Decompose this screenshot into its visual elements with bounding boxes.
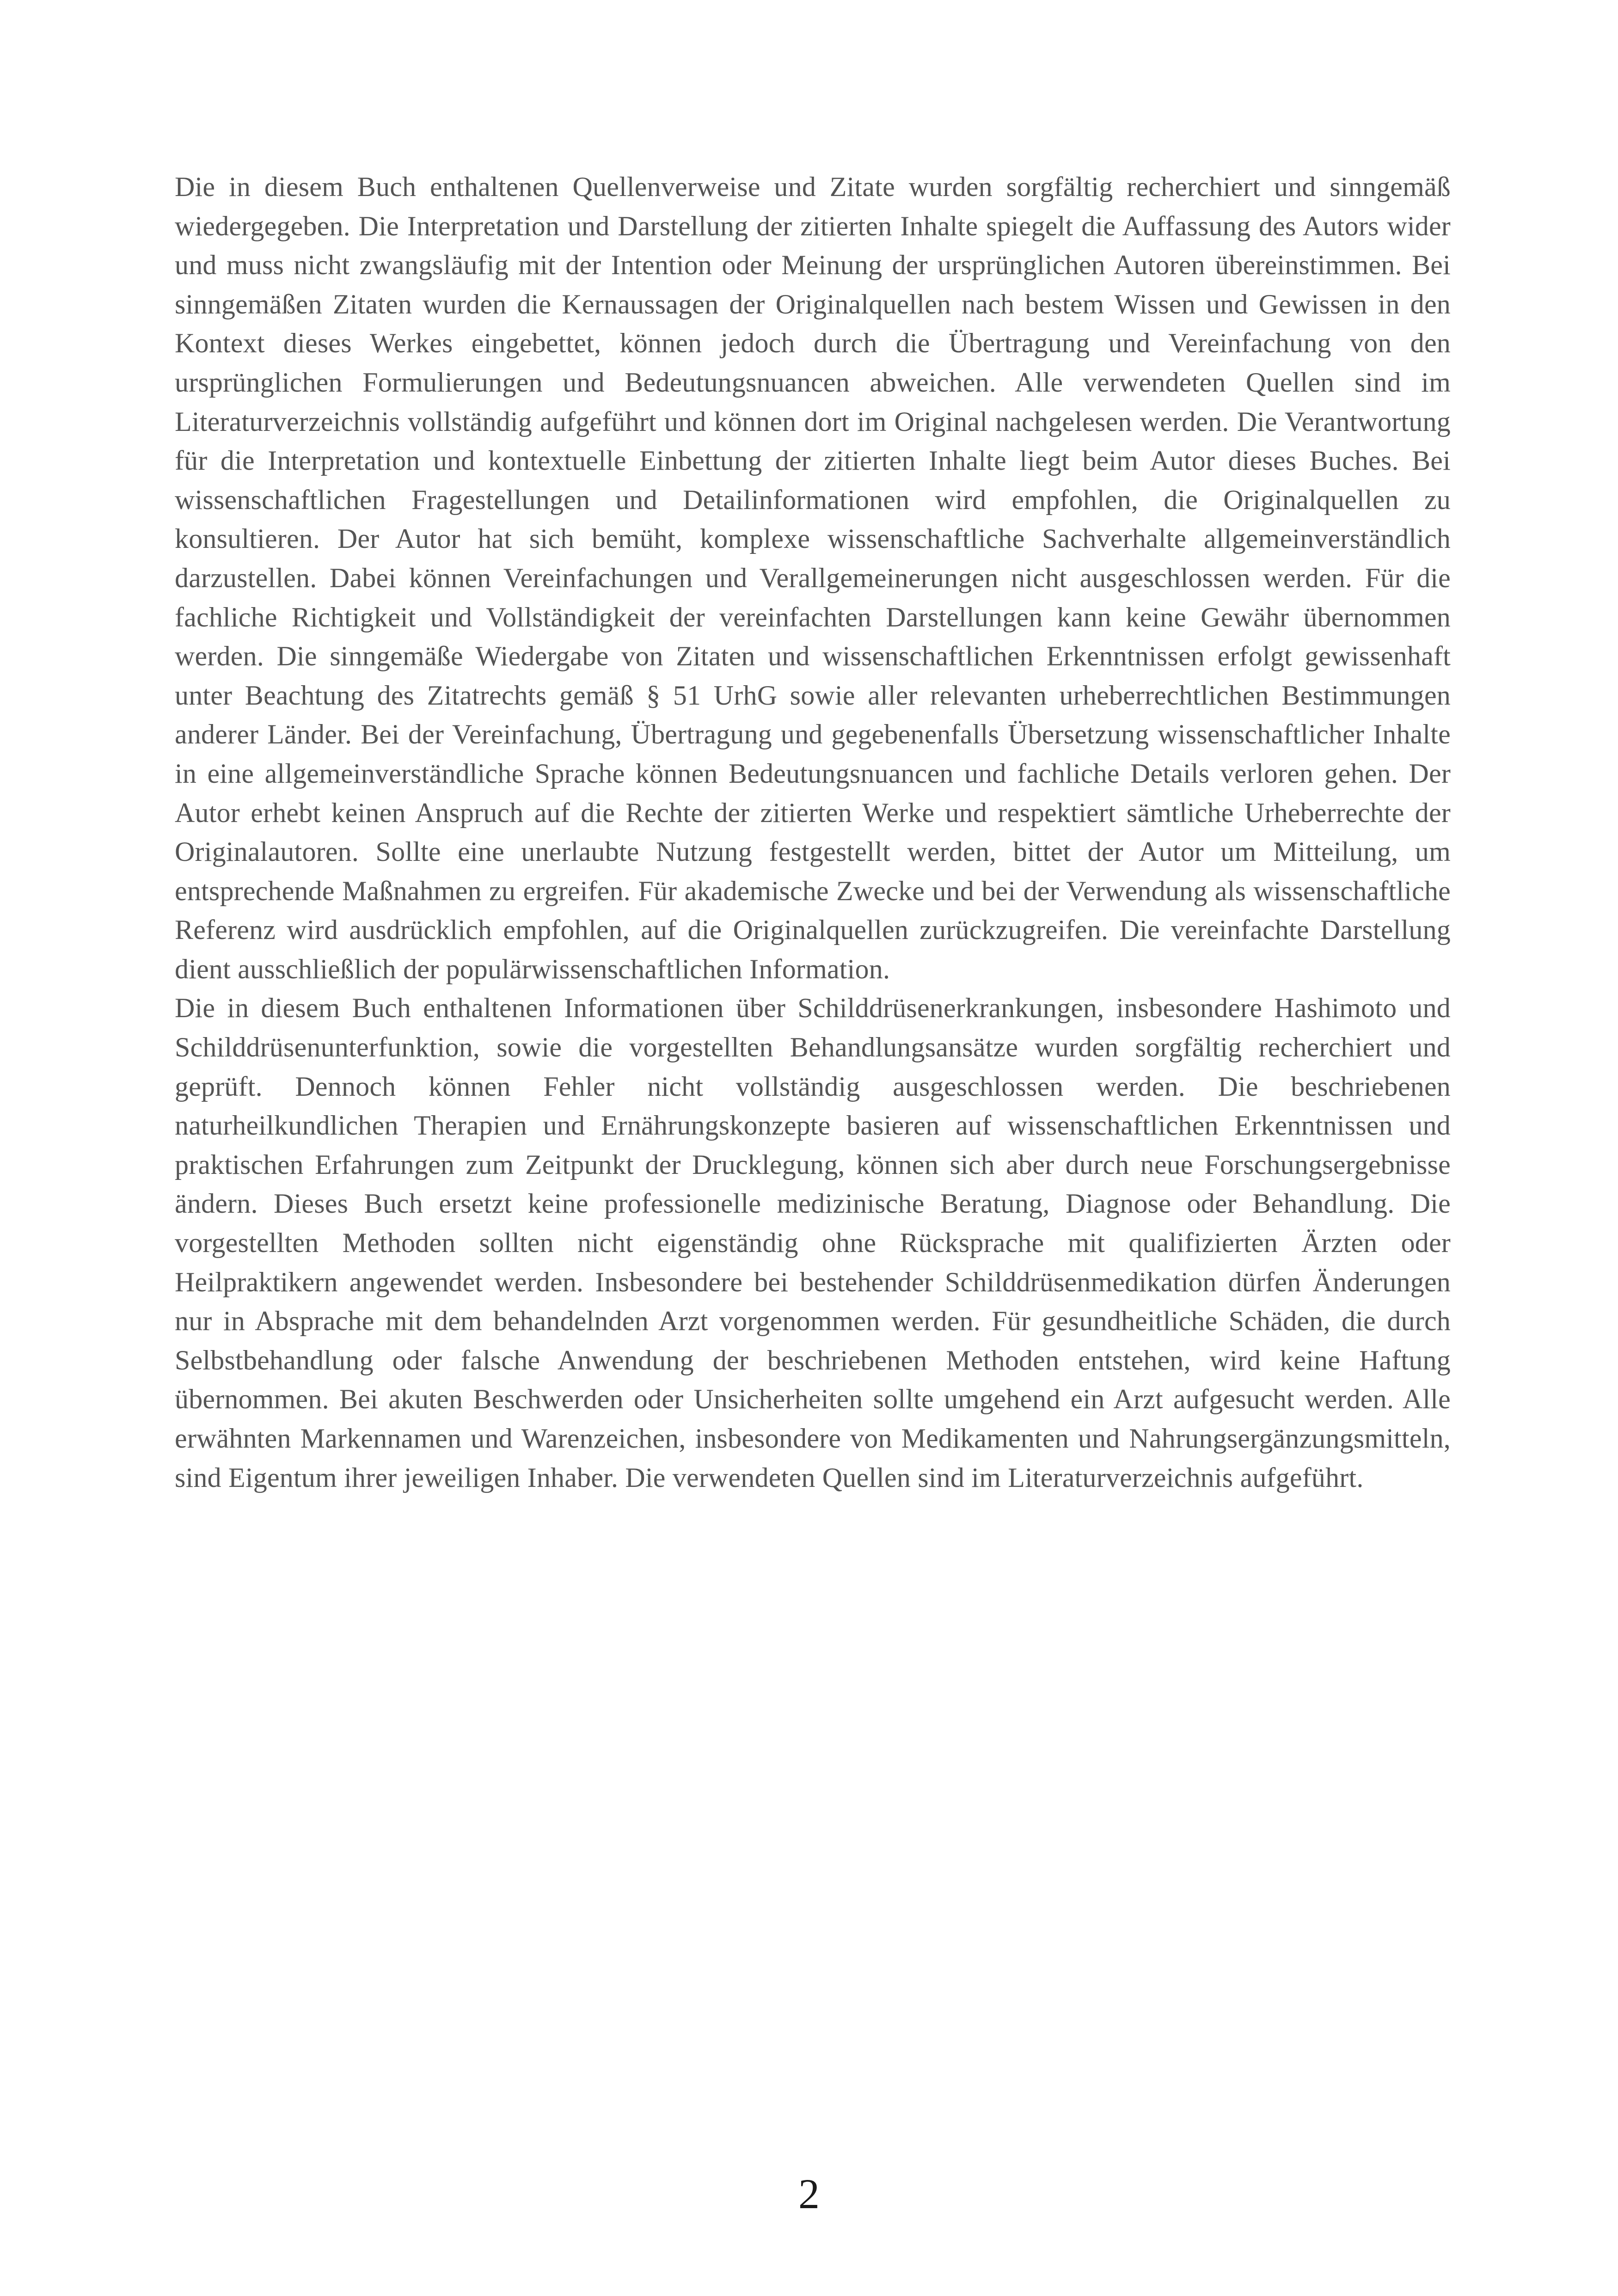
body-text [175, 167, 1451, 1497]
disclaimer-sources-paragraph: Die in diesem Buch enthaltenen Quellenverweise und Zitate wurden sorgfältig recherchiert und sinngemäß wiedergegeben. Die Interpretation und Darstellung der zitierten Inhalte spiegelt die Auffassung des Autors wider und muss nicht zwangsläufig mit der Intention oder Meinung der ursprünglichen Autoren übereinstimmen. Bei sinngemäßen Zitaten wurden die Kernaussagen der Originalquellen nach bestem Wissen und Gewissen in den Kontext dieses Werkes eingebettet, können jedoch durch die Übertragung und Vereinfachung von den ursprünglichen Formulierungen und Bedeutungsnuancen abweichen. Alle verwendeten Quellen sind im Literaturverzeichnis vollständig aufgeführt und können dort im Original nachgelesen werden. Die Verantwortung für die Interpretation und kontextuelle Einbettung der zitierten Inhalte liegt beim Autor dieses Buches. Bei wissenschaftlichen Fragestellungen und Detailinformationen wird empfohlen, die Originalquellen zu konsultieren. Der Autor hat sich bemüht, komplexe wissenschaftliche Sachverhalte allgemeinverständlich darzustellen. Dabei können Vereinfachungen und Verallgemeinerungen nicht ausgeschlossen werden. Für die fachliche Richtigkeit und Vollständigkeit der vereinfachten Darstellungen kann keine Gewähr übernommen werden. Die sinngemäße Wiedergabe von Zitaten und wissenschaftlichen Erkenntnissen erfolgt gewissenhaft unter Beachtung des Zitatrechts gemäß § 51 UrhG sowie aller relevanten urheberrechtlichen Bestimmungen anderer Länder. Bei der Vereinfachung, Übertragung und gegebenenfalls Übersetzung wissenschaftlicher Inhalte in eine allgemeinverständliche Sprache können Bedeutungsnuancen und fachliche Details verloren gehen. Der Autor erhebt keinen Anspruch auf die Rechte der zitierten Werke und respektiert sämtliche Urheberrechte der Originalautoren. Sollte eine unerlaubte Nutzung festgestellt werden, bittet der Autor um Mitteilung, um entsprechende Maßnahmen zu ergreifen. Für akademische Zwecke und bei der Verwendung als wissenschaftliche Referenz wird ausdrücklich empfohlen, auf die Originalquellen zurückzugreifen. Die vereinfachte Darstellung dient ausschließlich der populärwissenschaftlichen Information. [175, 172, 1451, 984]
disclaimer-medical-paragraph: Die in diesem Buch enthaltenen Informationen über Schilddrüsenerkrankungen, insbesondere Hashimoto und Schilddrüsenunterfunktion, sowie die vorgestellten Behandlungsansätze wurden sorgfältig recherchiert und geprüft. Dennoch können Fehler nicht vollständig ausgeschlossen werden. Die beschriebenen naturheilkundlichen Therapien und Ernährungskonzepte basieren auf wissenschaftlichen Erkenntnissen und praktischen Erfahrungen zum Zeitpunkt der Drucklegung, können sich aber durch neue Forschungsergebnisse ändern. Dieses Buch ersetzt keine professionelle medizinische Beratung, Diagnose oder Behandlung. Die vorgestellten Methoden sollten nicht eigenständig ohne Rücksprache mit qualifizierten Ärzten oder Heilpraktikern angewendet werden. Insbesondere bei bestehender Schilddrüsenmedikation dürfen Änderungen nur in Absprache mit dem behandelnden Arzt vorgenommen werden. Für gesundheitliche Schäden, die durch Selbstbehandlung oder falsche Anwendung der beschriebenen Methoden entstehen, wird keine Haftung übernommen. Bei akuten Beschwerden oder Unsicherheiten sollte umgehend ein Arzt aufgesucht werden. Alle erwähnten Markennamen und Warenzeichen, insbesondere von Medikamenten und Nahrungsergänzungsmitteln, sind Eigentum ihrer jeweiligen Inhaber. Die verwendeten Quellen sind im Literaturverzeichnis aufgeführt. [175, 993, 1451, 1493]
page-number: 2 [798, 2170, 820, 2217]
